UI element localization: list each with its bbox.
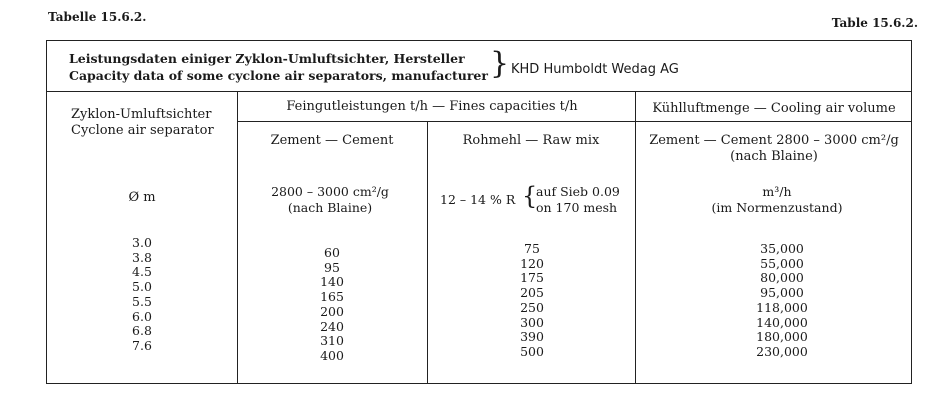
cooling-air-column	[747, 242, 817, 360]
col-divider-3	[635, 91, 636, 383]
cell-dia: 3.8	[132, 249, 152, 265]
col-divider-1	[237, 91, 238, 383]
cell-dia: 4.5	[132, 264, 152, 280]
rawmix-capacity-column	[507, 242, 557, 360]
rawmix-header: Rohmehl — Raw mix	[462, 133, 600, 148]
cement-capacity-column	[307, 246, 357, 364]
cooling-sub-2: (nach Blaine)	[730, 149, 818, 164]
cell-cement: 165	[320, 289, 344, 305]
diameter-column	[117, 236, 167, 354]
caption-german: Leistungsdaten einiger Zyklon-Umluftsichter, Hersteller	[69, 51, 465, 66]
cell-cement: 60	[324, 245, 340, 260]
col1-unit: Ø m	[128, 190, 156, 205]
cell-air: 230,000	[756, 343, 808, 359]
cell-rawmix: 250	[520, 299, 544, 315]
cell-air: 95,000	[760, 285, 804, 301]
cell-cement: 200	[320, 303, 344, 319]
cell-air: 180,000	[756, 329, 808, 345]
cement-spec-1: 2800 – 3000 cm²/g	[271, 184, 389, 199]
cell-air: 55,000	[760, 255, 804, 271]
cell-rawmix: 120	[520, 255, 544, 271]
fines-group-header: Feingutleistungen t/h — Fines capacities t/h	[286, 99, 578, 114]
cell-rawmix: 175	[520, 270, 544, 286]
cell-dia: 3.0	[132, 235, 152, 250]
table-label-en: Table 15.6.2.	[831, 16, 918, 30]
cooling-unit-1: m³/h	[762, 184, 792, 199]
cell-rawmix: 75	[524, 241, 540, 256]
cement-spec-2: (nach Blaine)	[287, 200, 373, 215]
caption-divider	[47, 91, 911, 92]
cell-air: 118,000	[756, 299, 808, 315]
cell-rawmix: 500	[520, 343, 544, 359]
col1-header-de: Zyklon-Umluftsichter	[71, 107, 212, 122]
rawmix-spec-value: 12 – 14 % R	[440, 192, 516, 207]
cooling-unit-2: (im Normenzustand)	[711, 200, 843, 215]
rawmix-spec-2: on 170 mesh	[536, 200, 618, 215]
cell-rawmix: 300	[520, 314, 544, 330]
cell-air: 35,000	[760, 241, 804, 256]
cell-dia: 6.8	[132, 323, 152, 339]
subheader-divider	[237, 121, 911, 122]
cement-header: Zement — Cement	[270, 133, 394, 148]
cell-dia: 5.5	[132, 293, 152, 309]
rawmix-spec-1: auf Sieb 0.09	[536, 184, 620, 199]
cooling-sub-1: Zement — Cement 2800 – 3000 cm²/g	[649, 133, 899, 148]
cell-cement: 400	[320, 347, 344, 363]
cell-rawmix: 205	[520, 285, 544, 301]
cell-rawmix: 390	[520, 329, 544, 345]
cell-cement: 95	[324, 259, 340, 275]
caption-brace: }	[490, 46, 510, 81]
cell-dia: 7.6	[132, 337, 152, 353]
table-label-de: Tabelle 15.6.2.	[48, 10, 147, 24]
cell-dia: 6.0	[132, 308, 152, 324]
manufacturer-name: KHD Humboldt Wedag AG	[511, 62, 679, 77]
cell-cement: 140	[320, 274, 344, 290]
cell-air: 140,000	[756, 314, 808, 330]
capacity-table	[46, 40, 912, 384]
caption-english: Capacity data of some cyclone air separators, manufacturer	[69, 68, 488, 83]
cell-cement: 310	[320, 333, 344, 349]
rawmix-spec-brace: {	[522, 182, 538, 210]
col-divider-2	[427, 121, 428, 383]
cell-air: 80,000	[760, 270, 804, 286]
col1-header-en: Cyclone air separator	[71, 123, 214, 138]
cell-dia: 5.0	[132, 279, 152, 295]
cooling-group-header: Kühlluftmenge — Cooling air volume	[652, 101, 896, 116]
cell-cement: 240	[320, 318, 344, 334]
